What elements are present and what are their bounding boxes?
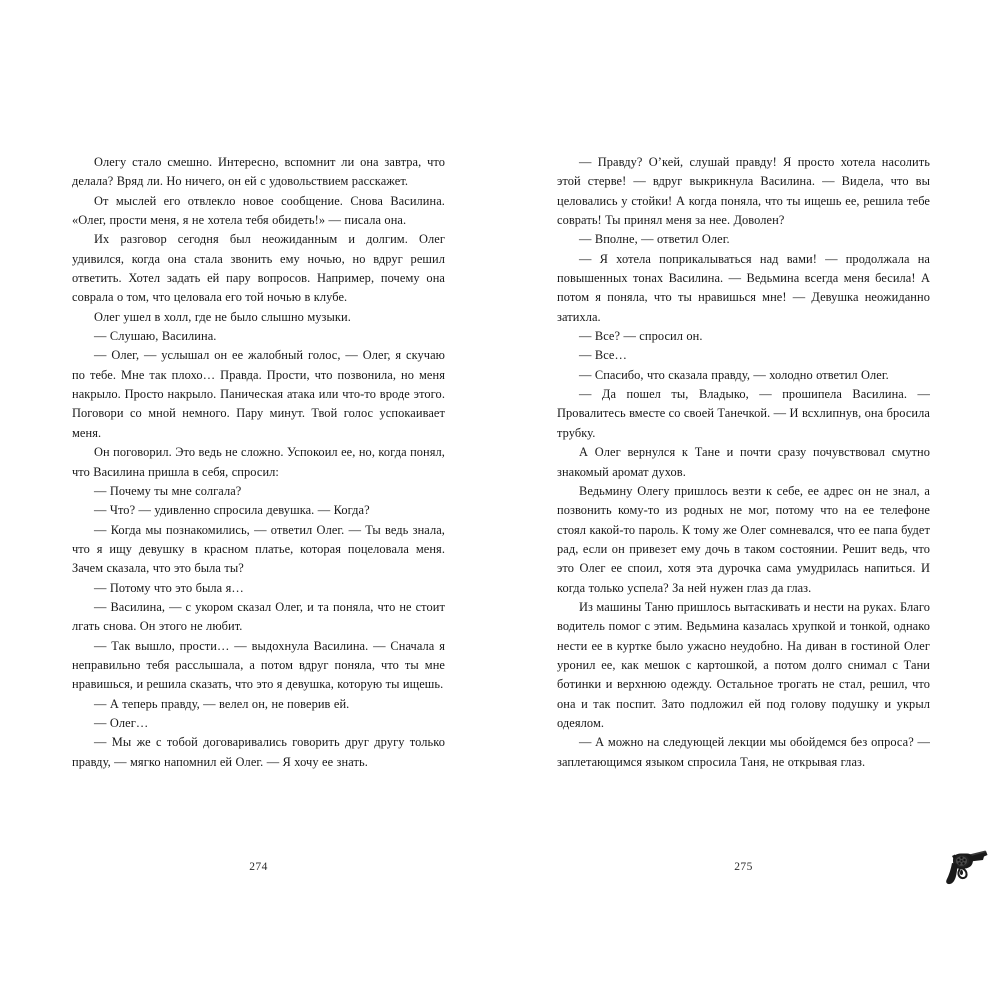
paragraph: — Что? — удивленно спросила девушка. — Когда? bbox=[94, 503, 370, 518]
paragraph: — Слушаю, Василина. bbox=[94, 329, 217, 344]
paragraph: Ведьмину Олегу пришлось везти к себе, ее адрес он не знал, а позвонить кому-то из родных не мог, потому что на ее телефоне стоял какой-то пароль. К тому же Олег сомневался, что ее папа будет рад, если он привезет ему дочь в таком состоянии. Решит ведь, что это Олег ее споил, хотя эта дурочка сама умудрилась напиться. И когда только успела? За ней нужен глаз да глаз. bbox=[557, 483, 930, 595]
page-right-textblock bbox=[557, 153, 930, 772]
paragraph: — А теперь правду, — велел он, не поверив ей. bbox=[94, 696, 350, 711]
paragraph: — Василина, — с укором сказал Олег, и та поняла, что не стоит лгать снова. Он этого не любит. bbox=[72, 599, 445, 634]
paragraph: Олегу стало смешно. Интересно, вспомнит ли она завтра, что делала? Вряд ли. Но ничего, он ей с удовольствием расскажет. bbox=[72, 155, 445, 189]
paragraph: Он поговорил. Это ведь не сложно. Успокоил ее, но, когда понял, что Василина пришла в себя, спросил: bbox=[72, 445, 445, 479]
paragraph: — Спасибо, что сказала правду, — холодно ответил Олег. bbox=[579, 367, 889, 382]
paragraph: Из машины Таню пришлось вытаскивать и нести на руках. Благо водитель помог с этим. Ведьмина казалась хрупкой и тонкой, однако нести ее в куртке было ужасно неудобно. На диван в гостиной Олег уронил ее, как мешок с картошкой, а потом долго снимал с Тани ботинки и верхнюю одежду. Остальное трогать не стал, решил, что она и так поспит. Зато подложил ей под голову подушку и укрыл одеялом. bbox=[557, 599, 930, 730]
paragraph: — Вполне, — ответил Олег. bbox=[579, 232, 730, 247]
revolver-icon bbox=[938, 845, 992, 889]
paragraph: Их разговор сегодня был неожиданным и долгим. Олег удивился, когда она стала звонить ему ночью, но вдруг решил ответить. Хотел задать ей пару вопросов. Например, почему она соврала о том, что целовала его той ночью в клубе. bbox=[72, 232, 445, 305]
paragraph: От мыслей его отвлекло новое сообщение. Снова Василина. «Олег, прости меня, я не хотела тебя обидеть!» — писала она. bbox=[72, 193, 445, 228]
page-number-right: 275 bbox=[734, 861, 753, 873]
paragraph: — Почему ты мне солгала? bbox=[94, 483, 242, 498]
paragraph: — Я хотела поприкалываться над вами! — продолжала на повышенных тонах Василина. — Ведьмина всегда меня бесила! А потом я поняла, что ты нравишься мне! — Девушка неожиданно затихла. bbox=[557, 251, 930, 324]
paragraph: — Потому что это была я… bbox=[94, 580, 244, 595]
paragraph: — Когда мы познакомились, — ответил Олег. — Ты ведь знала, что я ищу девушку в красном платье, которая поцеловала меня. Зачем сказала, что это была ты? bbox=[72, 522, 445, 576]
paragraph: Олег ушел в холл, где не было слышно музыки. bbox=[94, 309, 351, 324]
paragraph: — Олег, — услышал он ее жалобный голос, — Олег, я скучаю по тебе. Мне так плохо… Правда. Прости, что позвонила, но меня накрыло. Просто накрыло. Паническая атака или что-то вроде этого. Поговори со мной немного. Пару минут. Твой голос успокаивает меня. bbox=[72, 348, 445, 440]
paragraph: — Все? — спросил он. bbox=[579, 329, 703, 344]
page-number-left: 274 bbox=[249, 861, 268, 873]
paragraph: — Да пошел ты, Владыко, — прошипела Василина. — Провалитесь вместе со своей Танечкой. — И всхлипнув, она бросила трубку. bbox=[557, 387, 930, 440]
paragraph: А Олег вернулся к Тане и почти сразу почувствовал смутно знакомый аромат духов. bbox=[557, 445, 930, 479]
page-right bbox=[500, 0, 1000, 1000]
paragraph: — А можно на следующей лекции мы обойдемся без опроса? — заплетающимся языком спросила Таня, не открывая глаз. bbox=[557, 735, 930, 769]
paragraph: — Так вышло, прости… — выдохнула Василина. — Сначала я неправильно тебя расслышала, а потом вдруг поняла, что ты мне нравишься, и решила сказать, что это я девушка, которую ты ищешь. bbox=[72, 638, 445, 692]
paragraph: — Все… bbox=[579, 348, 627, 363]
paragraph: — Мы же с тобой договаривались говорить друг другу только правду, — мягко напомнил ей Олег. — Я хочу ее знать. bbox=[72, 735, 445, 769]
paragraph: — Правду? О’кей, слушай правду! Я просто хотела насолить этой стерве! — вдруг выкрикнула Василина. — Видела, что вы целовались у стойки! А когда поняла, что ты ищешь ее, решила тебе соврать! Ты принял меня за нее. Доволен? bbox=[557, 155, 930, 228]
page-left-textblock bbox=[72, 153, 445, 772]
paragraph: — Олег… bbox=[94, 715, 149, 730]
